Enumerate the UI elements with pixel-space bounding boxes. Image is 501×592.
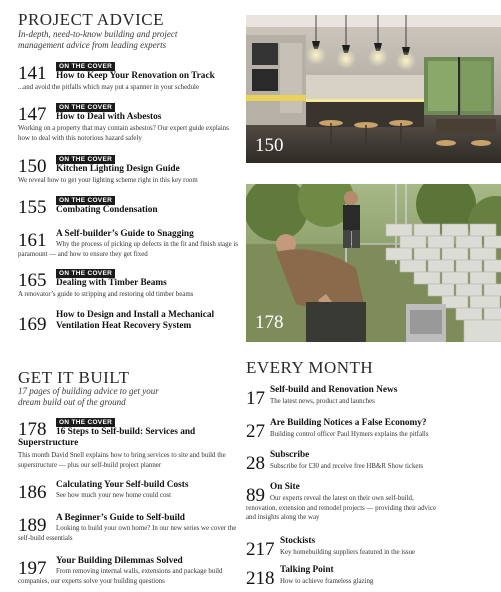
page-number: 178 [18, 419, 47, 440]
page-number: 186 [18, 482, 47, 503]
page-number: 197 [18, 558, 47, 579]
builders-illustration [246, 184, 501, 342]
page-number: 169 [18, 314, 47, 335]
article-entry-89[interactable] [246, 482, 501, 528]
article-description: This month David Snell explains how to bring services to site and build the superstructure — plus our self-build project planner [18, 452, 226, 469]
article-entry-150[interactable] [18, 155, 240, 185]
section-subheading-project-advice: In-depth, need-to-know building and project management advice from leading experts [18, 29, 178, 50]
article-entry-147[interactable] [18, 103, 240, 143]
on-the-cover-badge: ON THE COVER [56, 62, 115, 71]
article-entry-27[interactable] [246, 418, 501, 444]
photo-page-number: 178 [255, 312, 284, 333]
article-title: Subscribe [270, 450, 310, 460]
page-number: 161 [18, 230, 47, 251]
article-title: Are Building Notices a False Economy? [270, 418, 427, 428]
article-title: A Self-builder’s Guide to Snagging [56, 229, 194, 239]
on-the-cover-badge: ON THE COVER [56, 196, 115, 205]
article-description: ...and avoid the pitfalls which may put a spanner in your schedule [18, 84, 200, 91]
page-number: 218 [246, 568, 275, 589]
article-description: The latest news, product and launches [270, 398, 375, 405]
article-description: Looking to build your own home? In our new series we cover the self-build essentials [18, 525, 237, 542]
page-number: 27 [246, 421, 265, 442]
section-heading-get-it-built: GET IT BUILT [18, 368, 130, 387]
article-entry-189[interactable] [18, 513, 240, 547]
article-title: Dealing with Timber Beams [56, 278, 167, 288]
article-description: We reveal how to get your lighting scheme right in this key room [18, 177, 198, 184]
on-the-cover-badge: ON THE COVER [56, 418, 115, 427]
article-title: Your Building Dilemmas Solved [56, 556, 183, 566]
article-description: Working on a property that may contain asbestos? Our expert guide explains how to deal with this notorious hazard safely [18, 125, 229, 142]
page-number: 165 [18, 270, 47, 291]
page-number: 28 [246, 453, 265, 474]
article-description: Building control officer Paul Hymers explains the pitfalls [270, 431, 429, 438]
article-description: Our experts reveal the latest on their own self-build, renovation, extension and remodel projects — providing their advice and insights along the way [246, 495, 437, 522]
section-subheading-get-it-built: 17 pages of building advice to get your dream build out of the ground [18, 386, 159, 407]
article-description: A renovator’s guide to stripping and restoring old timber beams [18, 291, 194, 298]
page-number: 155 [18, 197, 47, 218]
page-number: 89 [246, 485, 265, 506]
article-entry-141[interactable] [18, 62, 240, 92]
builders-photo [246, 184, 501, 342]
article-entry-197[interactable] [18, 556, 240, 590]
article-title: Kitchen Lighting Design Guide [56, 164, 180, 174]
page-number: 17 [246, 388, 265, 409]
article-entry-218[interactable] [246, 565, 501, 591]
page-number: 150 [18, 156, 47, 177]
article-description: Why the process of picking up defects in the fit and finish stage is paramount — and how to ensure they get fixed [18, 241, 238, 258]
article-description: Subscribe for £30 and receive free HB&R Show tickets [270, 463, 424, 470]
article-entry-169[interactable] [18, 310, 240, 338]
page-number: 147 [18, 104, 47, 125]
article-entry-186[interactable] [18, 480, 240, 504]
article-title: 16 Steps to Self-build: Services and Superstructure [18, 427, 196, 448]
article-entry-165[interactable] [18, 269, 240, 299]
article-entry-155[interactable] [18, 196, 240, 218]
article-title: Self-build and Renovation News [270, 385, 398, 395]
page-number: 189 [18, 515, 47, 536]
article-title: Stockists [280, 536, 316, 546]
article-description: How to achieve frameless glazing [280, 578, 374, 585]
article-description: From removing internal walls, extensions and package build companies, our experts solve your building questions [18, 568, 223, 585]
photo-page-number: 150 [255, 135, 284, 156]
section-heading-project-advice: PROJECT ADVICE [18, 10, 165, 29]
article-title: Calculating Your Self-build Costs [56, 480, 189, 490]
on-the-cover-badge: ON THE COVER [56, 269, 115, 278]
kitchen-photo [246, 15, 501, 163]
article-description: Key homebuilding suppliers featured in the issue [280, 549, 416, 556]
article-title: How to Design and Install a Mechanical Ventilation Heat Recovery System [56, 310, 215, 331]
article-title: How to Keep Your Renovation on Track [56, 71, 215, 81]
article-title: On Site [270, 482, 300, 492]
article-title: A Beginner’s Guide to Self-build [56, 513, 185, 523]
page-number: 141 [18, 63, 47, 84]
article-entry-28[interactable] [246, 450, 501, 476]
article-title: Combating Condensation [56, 205, 158, 215]
article-entry-161[interactable] [18, 229, 240, 263]
article-entry-217[interactable] [246, 536, 501, 562]
article-entry-178[interactable] [18, 418, 240, 472]
on-the-cover-badge: ON THE COVER [56, 155, 115, 164]
kitchen-illustration [246, 15, 501, 163]
on-the-cover-badge: ON THE COVER [56, 103, 115, 112]
article-description: See how much your new home could cost [56, 492, 172, 499]
page-number: 217 [246, 539, 275, 560]
section-heading-every-month: EVERY MONTH [246, 358, 374, 377]
article-entry-17[interactable] [246, 385, 501, 411]
article-title: How to Deal with Asbestos [56, 112, 162, 122]
article-title: Talking Point [280, 565, 334, 575]
